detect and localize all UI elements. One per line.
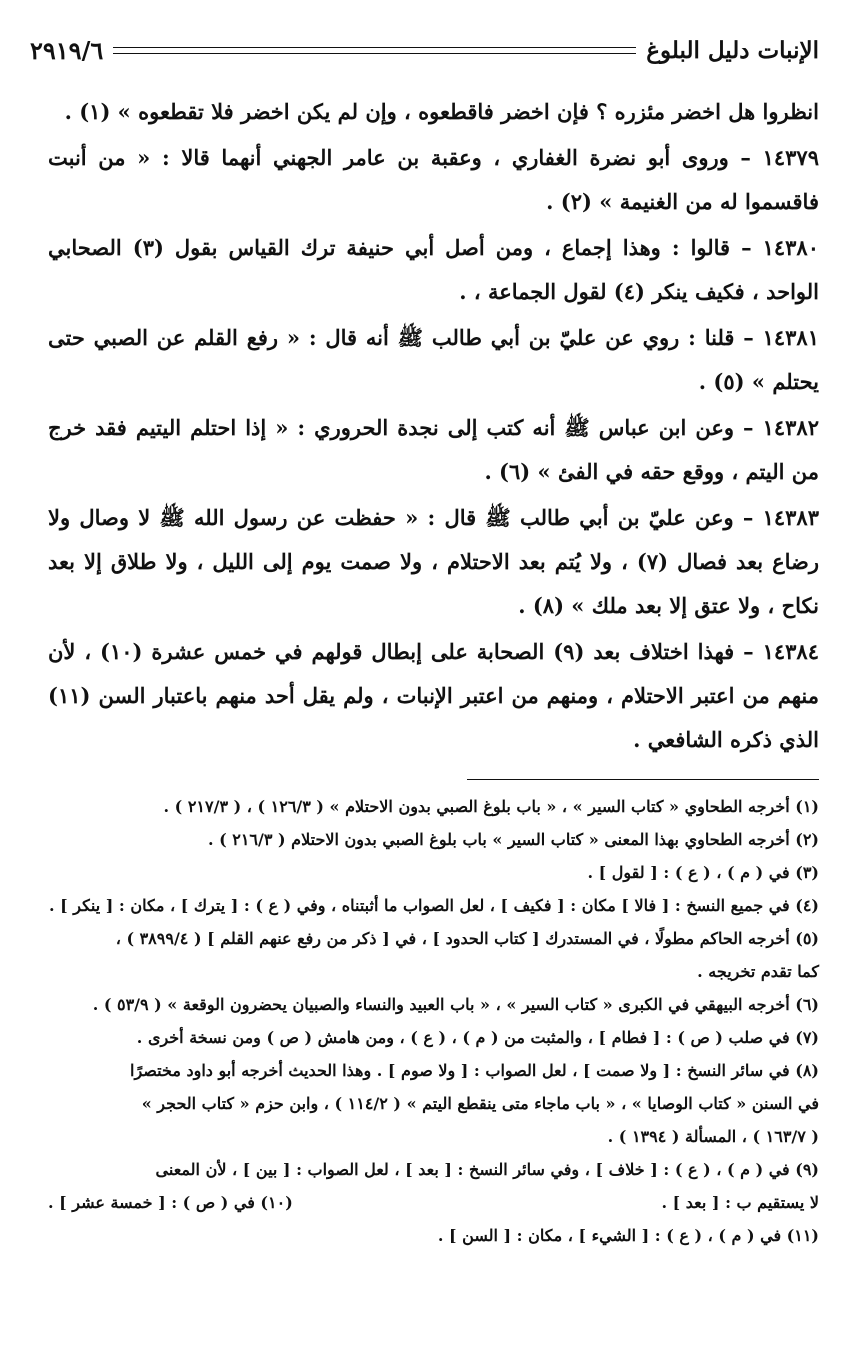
- footnote-7: (٧) في صلب ( ص ) : [ فطام ] ، والمثبت من ( م ) ، ( ع ) ، ومن هامش ( ص ) ومن نسخة أخرى .: [136, 1028, 819, 1047]
- footnote-9: (٩) في ( م ) ، ( ع ) : [ خلاف ] ، وفي سائر النسخ : [ بعد ] ، لعل الصواب : [ بين ] ، لأن المعنى: [155, 1160, 819, 1179]
- paragraph-14380: ١٤٣٨٠ – قالوا : وهذا إجماع ، ومن أصل أبي حنيفة ترك القياس بقول (٣) الصحابي الواحد ، فكيف ينكر (٤) لقول الجماعة ، .: [48, 235, 819, 304]
- page-number: ٢٩١٩/٦: [30, 35, 104, 65]
- header-title: الإنبات دليل البلوغ: [646, 36, 819, 64]
- footnotes: [48, 790, 819, 1252]
- paragraph-continuation: انظروا هل اخضر مئزره ؟ فإن اخضر فاقطعوه ، وإن لم يكن اخضر فلا تقطعوه » (١) .: [64, 99, 819, 124]
- paragraph-14384: ١٤٣٨٤ – فهذا اختلاف بعد (٩) الصحابة على إبطال قولهم في خمس عشرة (١٠) ، لأن منهم من اعتبر الاحتلام ، ومنهم من اعتبر الإنبات ، ولم يقل أحد منهم باعتبار السن (١١) الذي ذكره الشافعي .: [48, 639, 819, 752]
- footnote-4: (٤) في جميع النسخ : [ فالا ] مكان : [ فكيف ] ، لعل الصواب ما أثبتناه ، وفي ( ع ) : [ يترك ] ، مكان : [ ينكر ] .: [48, 896, 819, 915]
- paragraph-14379: ١٤٣٧٩ – وروى أبو نضرة الغفاري ، وعقبة بن عامر الجهني أنهما قالا : « من أنبت فاقسموا له من الغنيمة » (٢) .: [48, 145, 819, 214]
- footnote-8-continued: في السنن « كتاب الوصايا » ، « باب ماجاء متى ينقطع اليتم » ( ١١٤/٢ ) ، وابن حزم « كتاب الحجر »: [141, 1094, 819, 1113]
- footnote-9-continued: لا يستقيم ب : [ بعد ] .: [661, 1193, 819, 1212]
- footnote-2: (٢) أخرجه الطحاوي بهذا المعنى « كتاب السير » باب بلوغ الصبي بدون الاحتلام ( ٢١٦/٣ ) .: [207, 830, 819, 849]
- footnote-8: (٨) في سائر النسخ : [ ولا صمت ] ، لعل الصواب : [ ولا صوم ] . وهذا الحديث أخرجه أبو داود مختصرًا: [130, 1061, 819, 1080]
- paragraph-14382: ١٤٣٨٢ – وعن ابن عباس ﷺ أنه كتب إلى نجدة الحروري : « إذا احتلم اليتيم فقد خرج من اليتم ، ووقع حقه في الفئ » (٦) .: [48, 415, 819, 484]
- footnote-5: (٥) أخرجه الحاكم مطولًا ، في المستدرك [ كتاب الحدود ] ، في [ ذكر من رفع عنهم القلم ] ( ٣٨٩٩/٤ ) ،: [115, 929, 819, 948]
- paragraph-14383: ١٤٣٨٣ – وعن عليّ بن أبي طالب ﷺ قال : « حفظت عن رسول الله ﷺ لا وصال ولا رضاع بعد فصال (٧) ، ولا يُتم بعد الاحتلام ، ولا صمت يوم إلى الليل ، ولا طلاق إلا بعد نكاح ، ولا عتق إلا بعد ملك » (٨) .: [48, 505, 819, 618]
- footnote-3: (٣) في ( م ) ، ( ع ) : [ لقول ] .: [587, 863, 819, 882]
- header-double-rule: [113, 47, 636, 54]
- running-header: [30, 30, 819, 70]
- footnote-1: (١) أخرجه الطحاوي « كتاب السير » ، « باب بلوغ الصبي بدون الاحتلام » ( ١٢٦/٣ ) ، ( ٢١٧/٣ ) .: [163, 797, 819, 816]
- footnote-5-continued: كما تقدم تخريجه .: [697, 962, 819, 981]
- main-text: [48, 90, 819, 764]
- footnote-11: (١١) في ( م ) ، ( ع ) : [ الشيء ] ، مكان : [ السن ] .: [437, 1226, 819, 1245]
- paragraph-14381: ١٤٣٨١ – قلنا : روي عن عليّ بن أبي طالب ﷺ أنه قال : « رفع القلم عن الصبي حتى يحتلم » (٥) .: [48, 325, 819, 394]
- footnote-divider: [467, 779, 819, 780]
- footnote-8-continued-2: ( ١٦٣/٧ ) ، المسألة ( ١٣٩٤ ) .: [607, 1127, 819, 1146]
- footnote-6: (٦) أخرجه البيهقي في الكبرى « كتاب السير » ، « باب العبيد والنساء والصبيان يحضرون الوقعة » ( ٥٣/٩ ) .: [92, 995, 819, 1014]
- footnote-row-9-10: [48, 1186, 819, 1219]
- footnote-10: (١٠) في ( ص ) : [ خمسة عشر ] .: [48, 1193, 293, 1212]
